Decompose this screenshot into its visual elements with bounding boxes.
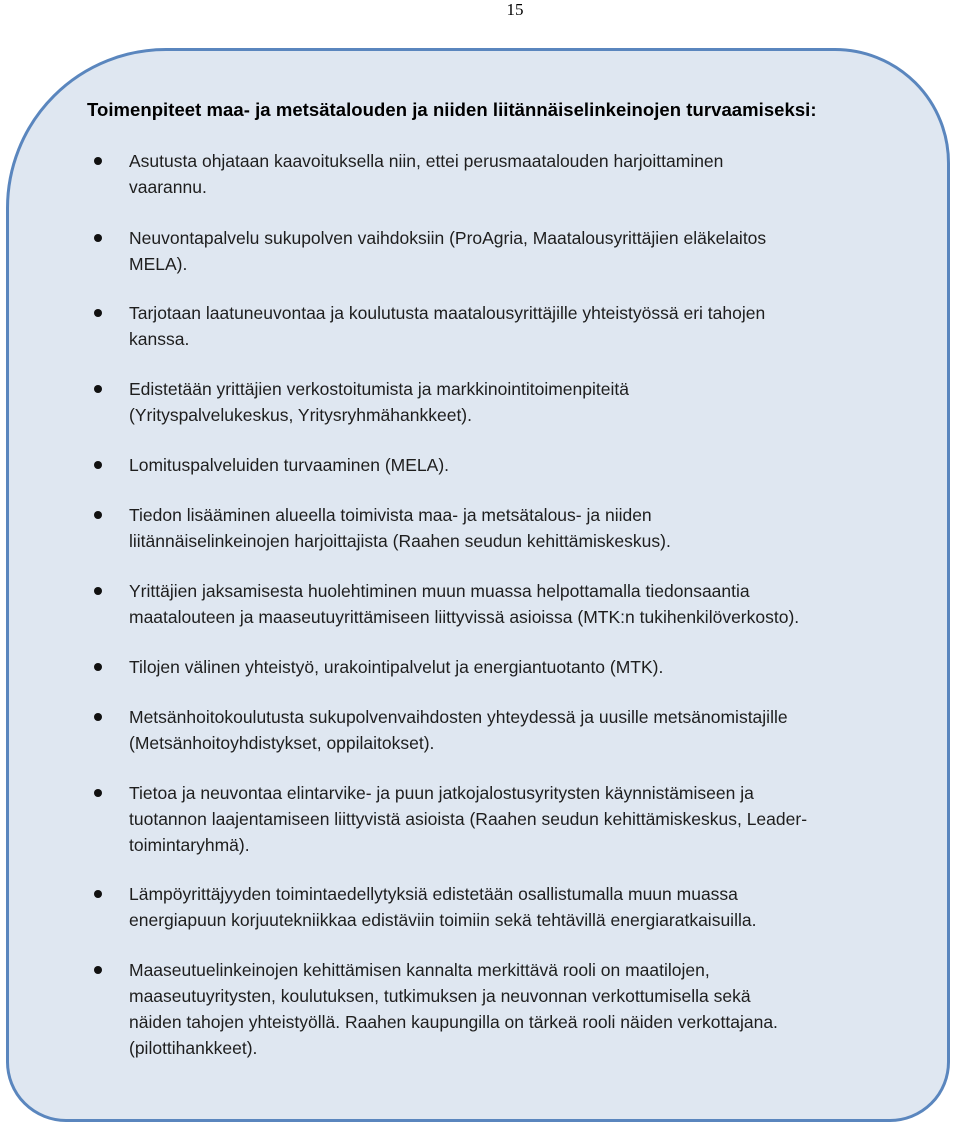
list-item-line: näiden tahojen yhteistyöllä. Raahen kaupungilla on tärkeä rooli näiden verkottajana. [129,1012,778,1032]
list-item-line: (Metsänhoitoyhdistykset, oppilaitokset). [129,733,435,753]
list-item-line: Lomituspalveluiden turvaaminen (MELA). [129,455,450,475]
list-item-line: Maaseutuelinkeinojen kehittämisen kannalta merkittävä rooli on maatilojen, [129,960,710,980]
list-item-line: Tiedon lisääminen alueella toimivista maa- ja metsätalous- ja niiden [129,505,652,525]
bullet-icon [94,309,102,317]
list-item-line: maaseutuyritysten, koulutuksen, tutkimuksen ja neuvonnan verkottumisella sekä [129,986,751,1006]
list-item-line: energiapuun korjuutekniikkaa edistäviin toimiin sekä tehtävillä energiaratkaisuilla. [129,910,757,930]
list-item-line: Tarjotaan laatuneuvontaa ja koulutusta maatalousyrittäjille yhteistyössä eri tahojen [129,303,766,323]
list-item-line: Yrittäjien jaksamisesta huolehtiminen muun muassa helpottamalla tiedonsaantia [129,581,750,601]
list-item-line: Neuvontapalvelu sukupolven vaihdoksiin (ProAgria, Maatalousyrittäjien eläkelaitos [129,228,767,248]
list-item-line: MELA). [129,254,188,274]
bullet-icon [94,890,102,898]
bullet-icon [94,713,102,721]
bullet-icon [94,157,102,165]
list-item-line: kanssa. [129,329,190,349]
bullet-icon [94,663,102,671]
list-item-line: vaarannu. [129,177,207,197]
list-item-line: Metsänhoitokoulutusta sukupolvenvaihdosten yhteydessä ja uusille metsänomistajille [129,707,788,727]
list-item-line: Tietoa ja neuvontaa elintarvike- ja puun jatkojalostusyritysten käynnistämiseen ja [129,783,754,803]
bullet-icon [94,511,102,519]
bullet-icon [94,587,102,595]
list-item-line: toimintaryhmä). [129,835,250,855]
list-item-line: (pilottihankkeet). [129,1038,258,1058]
bullet-icon [94,789,102,797]
bullet-icon [94,234,102,242]
bullet-icon [94,966,102,974]
list-item-line: Asutusta ohjataan kaavoituksella niin, ettei perusmaatalouden harjoittaminen [129,151,724,171]
list-item-line: maatalouteen ja maaseutuyrittämiseen liittyvissä asioissa (MTK:n tukihenkilöverkosto). [129,607,800,627]
page-number: 15 [506,0,524,19]
section-heading: Toimenpiteet maa- ja metsätalouden ja niiden liitännäiselinkeinojen turvaamiseksi: [87,99,817,120]
list-item-line: liitännäiselinkeinojen harjoittajista (Raahen seudun kehittämiskeskus). [129,531,671,551]
list-item-line: Tilojen välinen yhteistyö, urakointipalvelut ja energiantuotanto (MTK). [129,657,664,677]
bullet-icon [94,461,102,469]
list-item-line: tuotannon laajentamiseen liittyvistä asioista (Raahen seudun kehittämiskeskus, Leader- [129,809,808,829]
bullet-icon [94,385,102,393]
list-item-line: (Yrityspalvelukeskus, Yritysryhmähankkeet). [129,405,472,425]
list-item-line: Edistetään yrittäjien verkostoitumista ja markkinointitoimenpiteitä [129,379,629,399]
list-item-line: Lämpöyrittäjyyden toimintaedellytyksiä edistetään osallistumalla muun muassa [129,884,738,904]
